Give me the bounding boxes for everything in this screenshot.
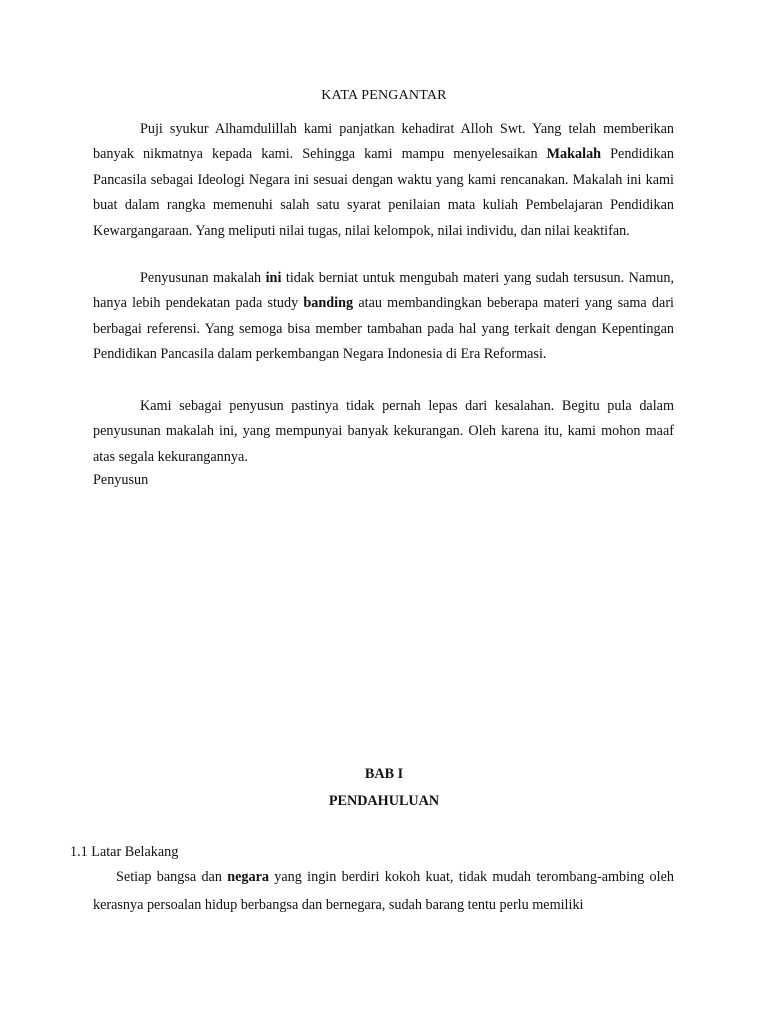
foreword-paragraph-1 [93, 117, 674, 244]
bold-term: negara [227, 869, 269, 885]
foreword-paragraph-3 [93, 394, 674, 470]
bold-term: ini [265, 270, 282, 286]
bold-term: banding [303, 295, 354, 312]
text-run: Pendidikan Pancasila sebagai Ideologi Negara ini sesuai dengan waktu yang kami rencanakan. Makalah ini kami buat dalam rangka memenuhi salah satu syarat penilaian mata kuliah Pembelajaran Pendidikan Kewargangaraan. Yang meliputi nilai tugas, nilai kelompok, nilai individu, dan nilai keaktifan. [93, 146, 674, 239]
text-run: Kami sebagai penyusun pastinya tidak pernah lepas dari kesalahan. Begitu pula dalam penyusunan makalah ini, yang mempunyai banyak kekurangan. Oleh karena itu, kami mohon maaf atas segala kekurangannya. [93, 398, 674, 465]
section-heading: 1.1 Latar Belakang [70, 844, 179, 860]
text-run: tidak berniat untuk mengubah materi yang sudah tersusun. Namun, hanya lebih pendekatan pada study [93, 270, 674, 312]
bold-term: Makalah [546, 146, 602, 163]
section-paragraph-1 [93, 863, 674, 919]
text-run: Setiap bangsa dan [116, 869, 228, 885]
text-run: yang ingin berdiri kokoh kuat, tidak mudah terombang-ambing oleh kerasnya persoalan hidup berbangsa dan bernegara, sudah barang tentu perlu memiliki [93, 869, 674, 913]
foreword-paragraph-2 [93, 266, 674, 368]
text-run: Penyusunan makalah [140, 270, 266, 286]
signature: Penyusun [93, 472, 149, 488]
chapter-title: PENDAHULUAN [328, 793, 440, 809]
page-title: KATA PENGANTAR [321, 88, 447, 103]
chapter-number: BAB I [364, 766, 404, 782]
text-run: atau membandingkan beberapa materi yang sama dari berbagai referensi. Yang semoga bisa member tambahan pada hal yang terkait dengan Kepentingan Pendidikan Pancasila dalam perkembangan Negara Indonesia di Era Reformasi. [93, 295, 674, 363]
text-run: Puji syukur Alhamdulillah kami panjatkan kehadirat Alloh Swt. Yang telah memberikan banyak nikmatnya kepada kami. Sehingga kami mampu menyelesaikan [93, 121, 674, 163]
